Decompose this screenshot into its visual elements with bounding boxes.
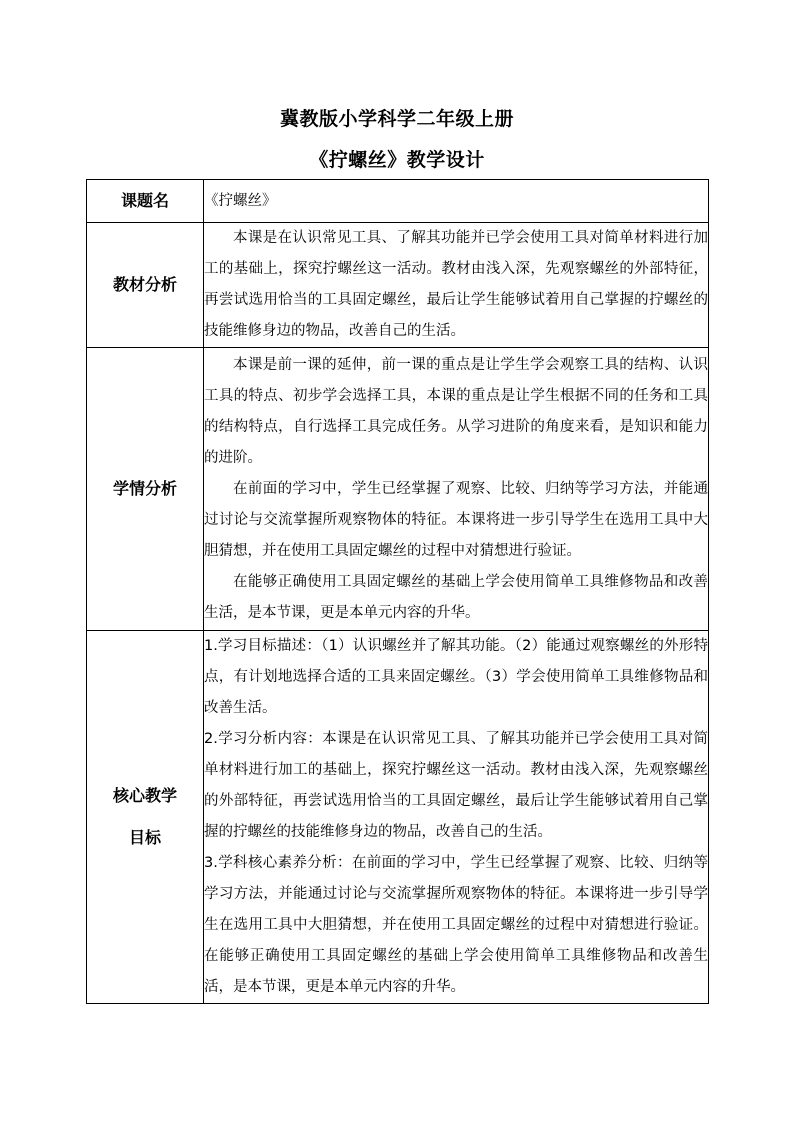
paragraph: 3.学科核心素养分析：在前面的学习中，学生已经掌握了观察、比较、归纳等学习方法，并能通过讨论与交流掌握所观察物体的特征。本课将进一步引导学生在选用工具中大胆猜想，并在使用工具固定螺丝的过程中对猜想进行验证。在能够正确使用工具固定螺丝的基础上学会使用简单工具维修物品和改善生活，是本节课，更是本单元内容的升华。 [204,855,708,995]
paragraph: 本课是前一课的延伸，前一课的重点是让学生学会观察工具的结构、认识工具的特点、初步学会选择工具，本课的重点是让学生根据不同的任务和工具的结构特点，自行选择工具完成任务。从学习进阶的角度来看，是知识和能力的进阶。 [204,356,708,466]
paragraph: 2.学习分析内容：本课是在认识常见工具、了解其功能并已学会使用工具对简单材料进行加工的基础上，探究拧螺丝这一活动。教材由浅入深，先观察螺丝的外部特征，再尝试选用恰当的工具固定螺丝，最后让学生能够试着用自己掌握的拧螺丝的技能维修身边的物品，改善自己的生活。 [204,731,708,840]
document-title: 冀教版小学科学二年级上册 [279,108,514,130]
label-line: 目标 [128,828,161,847]
paragraph: 本课是在认识常见工具、了解其功能并已学会使用工具对简单材料进行加工的基础上，探究拧螺丝这一活动。教材由浅入深，先观察螺丝的外部特征，再尝试选用恰当的工具固定螺丝，最后让学生能够试着用自己掌握的拧螺丝的技能维修身边的物品，改善自己的生活。 [204,230,708,339]
row-content-topic [204,180,709,223]
table-row-topic [87,180,709,223]
label-line: 核心教学 [112,786,177,805]
paragraph: 在前面的学习中，学生已经掌握了观察、比较、归纳等学习方法，并能通过讨论与交流掌握所观察物体的特征。本课将进一步引导学生在选用工具中大胆猜想，并在使用工具固定螺丝的过程中对猜想进行验证。 [204,480,708,559]
row-content-core-objectives [204,631,709,1004]
table-row-core-objectives [87,631,709,1004]
table-row-student-analysis [87,348,709,631]
row-label-topic: 课题名 [87,180,204,223]
paragraph: 在能够正确使用工具固定螺丝的基础上学会使用简单工具维修物品和改善生活，是本节课，更是本单元内容的升华。 [204,573,708,621]
row-label-textbook-analysis: 教材分析 [87,223,204,348]
row-label-core-objectives [87,631,204,1004]
row-content-textbook-analysis [204,223,709,348]
table-row-textbook-analysis [87,223,709,348]
row-content-student-analysis [204,348,709,631]
topic-text: 《拧螺丝》 [204,193,277,209]
paragraph: 1.学习目标描述：（1）认识螺丝并了解其功能。（2）能通过观察螺丝的外形特点，有计划地选择合适的工具来固定螺丝。（3）学会使用简单工具维修物品和改善生活。 [204,638,708,716]
document-subtitle: 《拧螺丝》教学设计 [309,149,485,171]
row-label-student-analysis: 学情分析 [87,348,204,631]
lesson-plan-table [86,179,709,1004]
